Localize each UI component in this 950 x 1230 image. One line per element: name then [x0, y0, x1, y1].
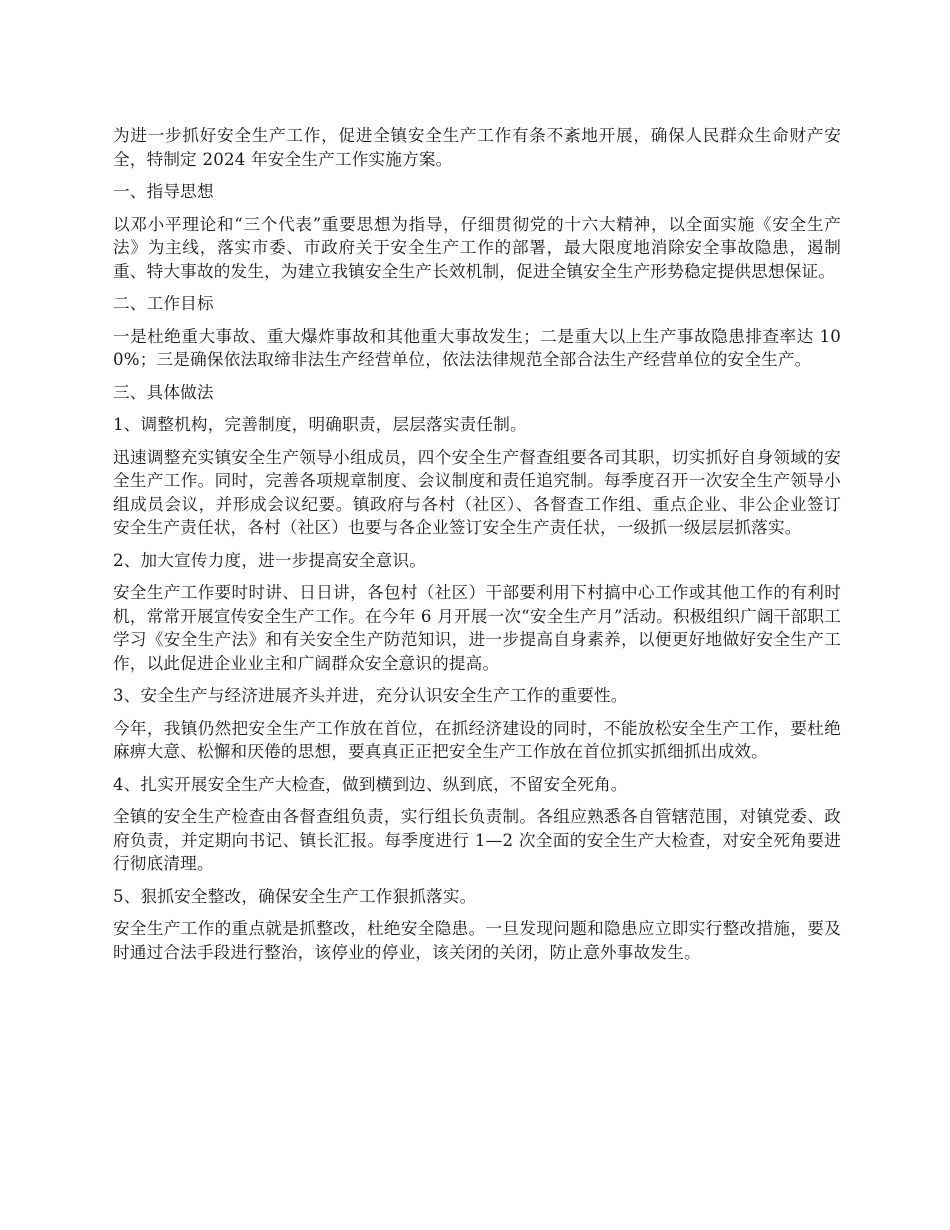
measure-5-paragraph: 安全生产工作的重点就是抓整改，杜绝安全隐患。一旦发现问题和隐患应立即实行整改措施，要及时通过合法手段进行整治，该停业的停业，该关闭的关闭，防止意外事故发生。: [113, 919, 841, 962]
measure-5-heading: 5、狠抓安全整改，确保安全生产工作狠抓落实。: [113, 886, 477, 906]
work-goals-paragraph: 一是杜绝重大事故、重大爆炸事故和其他重大事故发生；二是重大以上生产事故隐患排查率达 100%；三是确保依法取缔非法生产经营单位，依法法律规范全部合法生产经营单位的安全生产。: [113, 326, 841, 369]
measure-2-heading: 2、加大宣传力度，进一步提高安全意识。: [113, 550, 427, 570]
measure-2-paragraph: 安全生产工作要时时讲、日日讲，各包村（社区）干部要利用下村搞中心工作或其他工作的有利时机，常常开展宣传安全生产工作。在今年 6 月开展一次“安全生产月”活动。积极组织广阔干部职工学习《安全生产法》和有关安全生产防范知识，进一步提高自身素养，以便更好地做好安全生产工作，以此促进企业业主和广阔群众安全意识的提高。: [113, 583, 841, 673]
document-body: [113, 124, 841, 964]
measure-1-paragraph: 迅速调整充实镇安全生产领导小组成员，四个安全生产督查组要各司其职，切实抓好自身领域的安全生产工作。同时，完善各项规章制度、会议制度和责任追究制。每季度召开一次安全生产领导小组成员会议，并形成会议纪要。镇政府与各村（社区）、各督查工作组、重点企业、非公企业签订安全生产责任状，各村（社区）也要与各企业签订安全生产责任状，一级抓一级层层抓落实。: [113, 447, 841, 537]
measure-3-paragraph: 今年，我镇仍然把安全生产工作放在首位，在抓经济建设的同时，不能放松安全生产工作，要杜绝麻痹大意、松懈和厌倦的思想，要真真正正把安全生产工作放在首位抓实抓细抓出成效。: [113, 718, 841, 761]
section-heading-guiding-ideology: 一、指导思想: [113, 182, 214, 201]
guiding-ideology-paragraph: 以邓小平理论和“三个代表”重要思想为指导，仔细贯彻党的十六大精神，以全面实施《安全生产法》为主线，落实市委、市政府关于安全生产工作的部署，最大限度地消除安全事故隐患，遏制重、特大事故的发生，为建立我镇安全生产长效机制，促进全镇安全生产形势稳定提供思想保证。: [113, 214, 841, 281]
measure-1-heading: 1、调整机构，完善制度，明确职责，层层落实责任制。: [113, 415, 527, 434]
measure-3-heading: 3、安全生产与经济进展齐头并进，充分认识安全生产工作的重要性。: [113, 686, 628, 705]
section-heading-specific-measures: 三、具体做法: [113, 382, 214, 402]
intro-paragraph: 为进一步抓好安全生产工作，促进全镇安全生产工作有条不紊地开展，确保人民群众生命财产安全，特制定 2024 年安全生产工作实施方案。: [113, 126, 841, 169]
measure-4-paragraph: 全镇的安全生产检查由各督查组负责，实行组长负责制。各组应熟悉各自管辖范围，对镇党委、政府负责，并定期向书记、镇长汇报。每季度进行 1—2 次全面的安全生产大检查，对安全死角要进行彻底清理。: [113, 807, 841, 873]
section-heading-work-goals: 二、工作目标: [113, 294, 214, 313]
measure-4-heading: 4、扎实开展安全生产大检查，做到横到边、纵到底，不留安全死角。: [113, 774, 628, 794]
